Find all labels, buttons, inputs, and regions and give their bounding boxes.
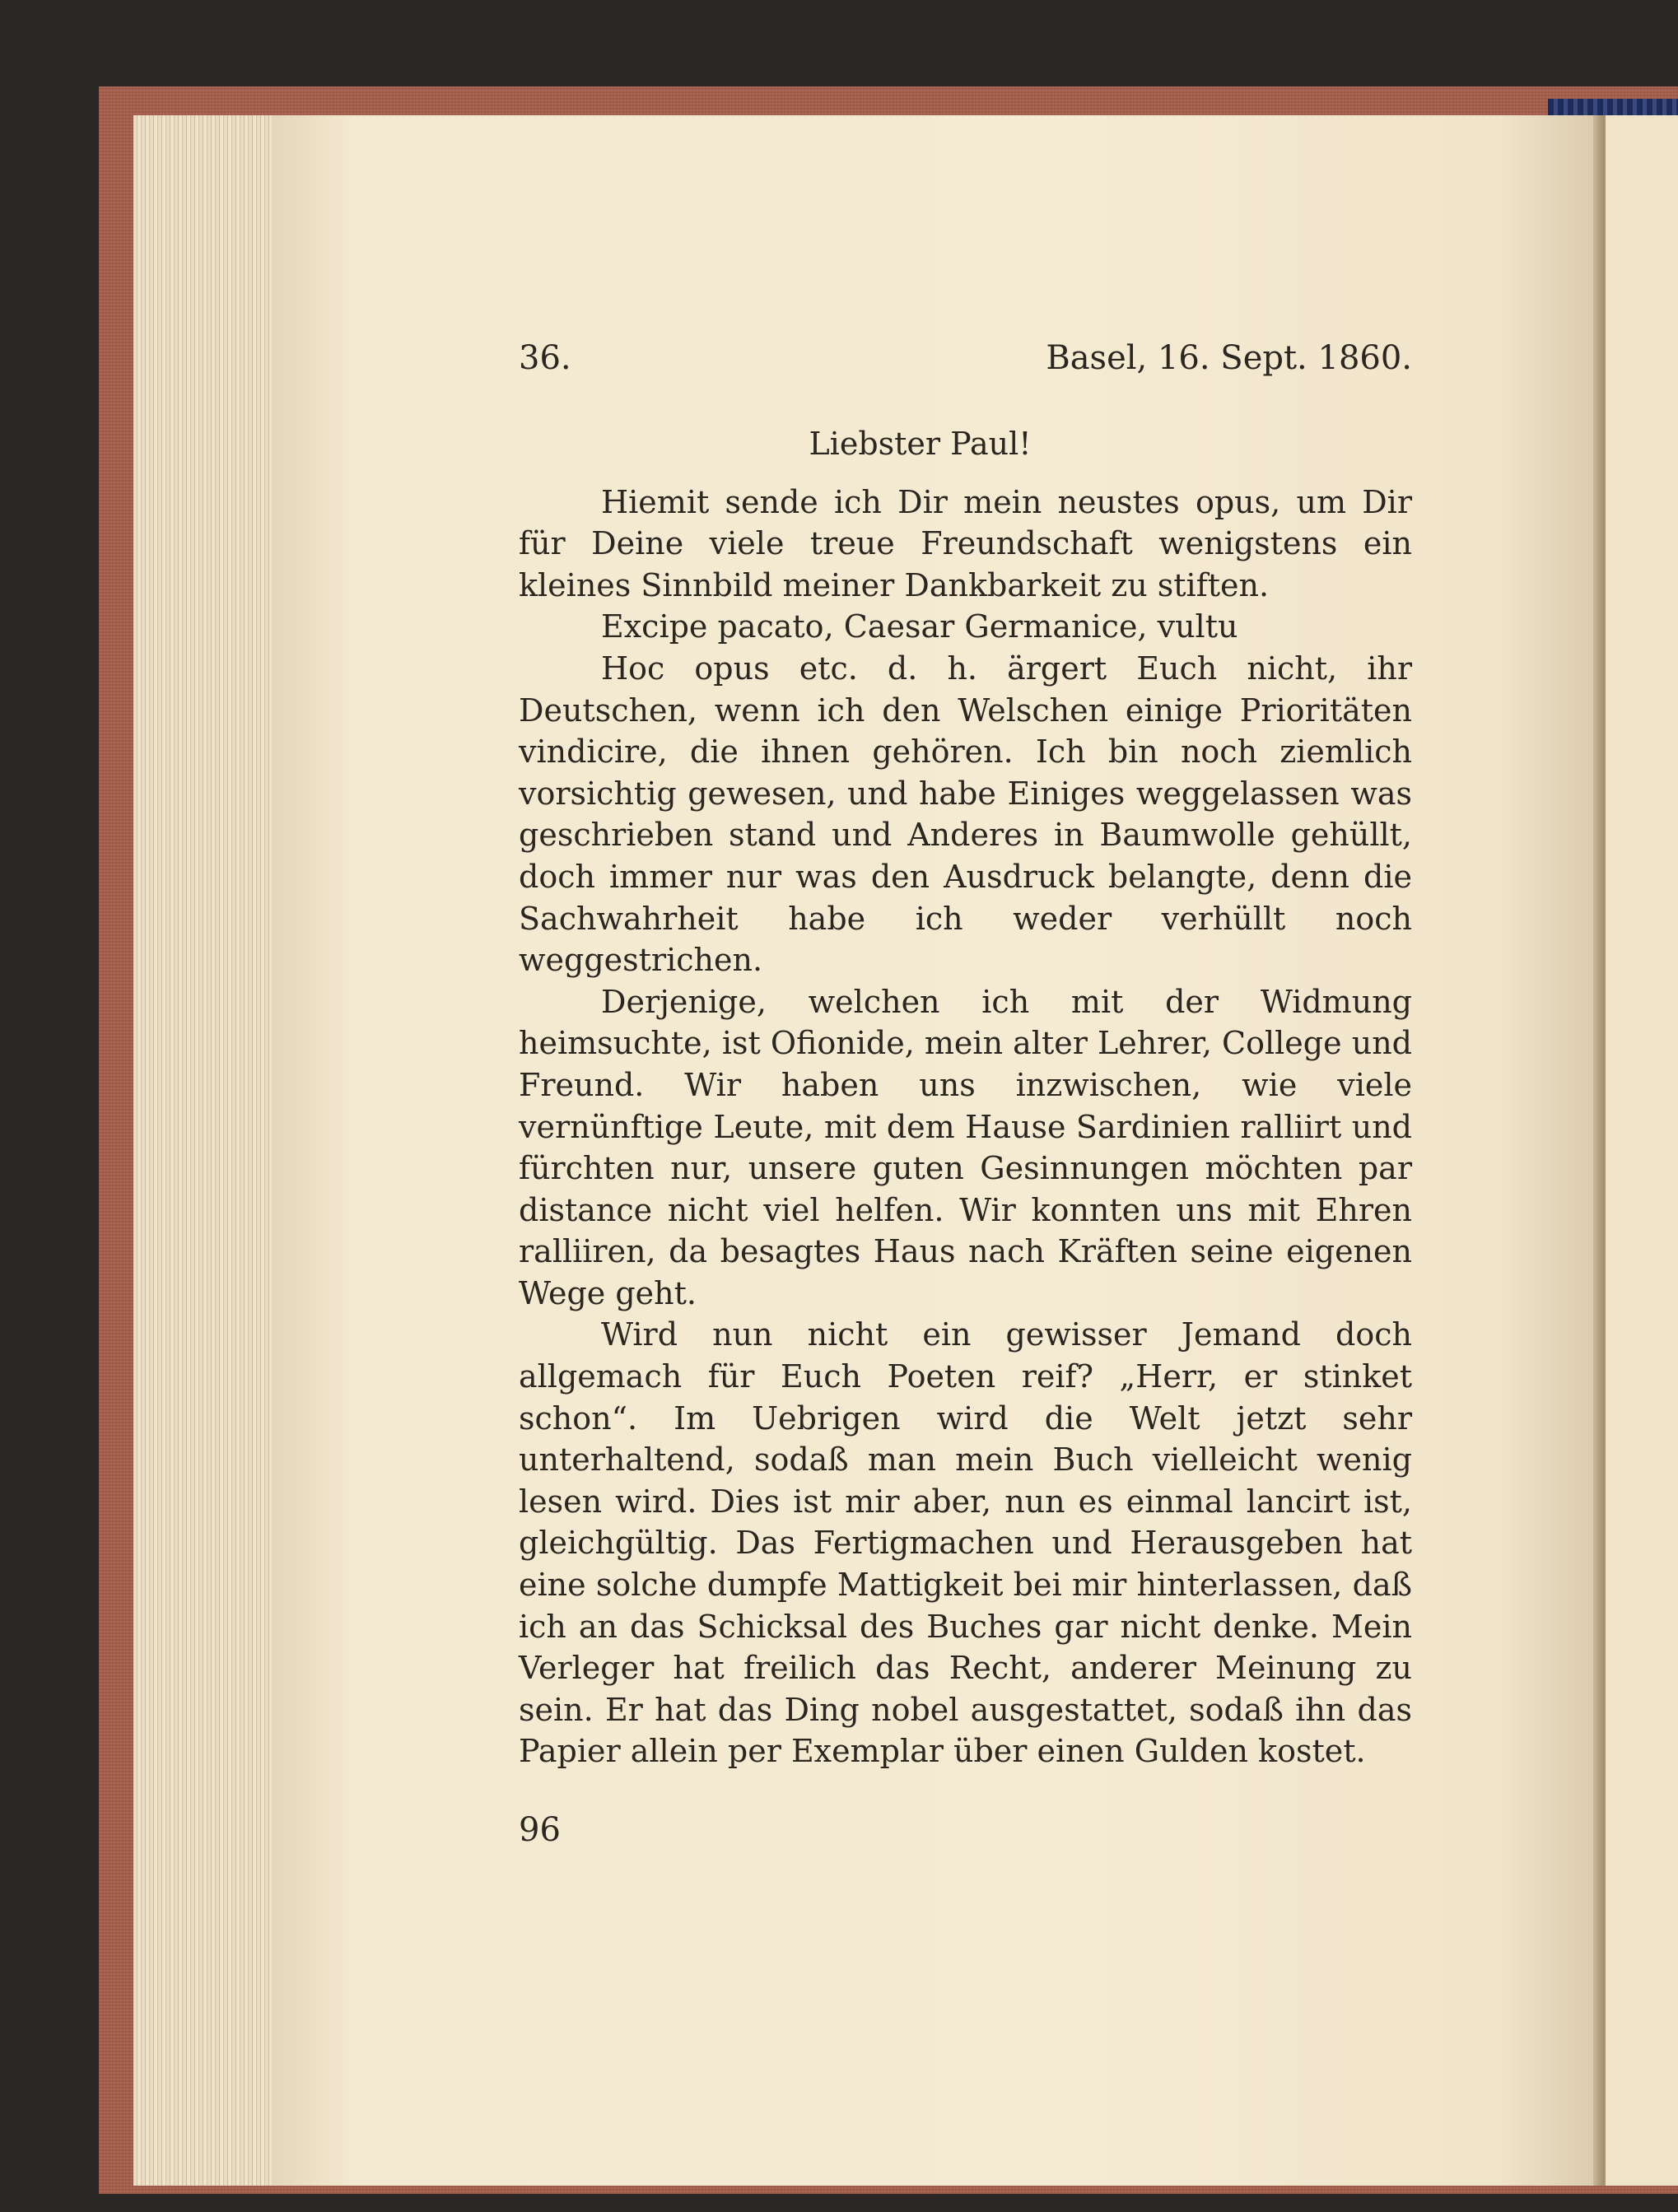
paragraph-5: Wird nun nicht ein gewisser Jemand doch allgemach für Euch Poeten reif? „Herr, er stinket schon“. Im Uebrigen wird die Welt jetzt sehr unterhaltend, sodaß man mein Buch vielleicht wenig lesen wird. Dies ist mir aber, nun es einmal lancirt ist, gleichgültig. Das Fertigmachen und Herausgeben hat eine solche dumpfe Mattigkeit bei mir hinterlassen, daß ich an das Schicksal des Buches gar nicht denke. Mein Verleger hat freilich das Recht, anderer Meinung zu sein. Er hat das Ding nobel ausgestattet, sodaß ihn das Papier allein per Exemplar über einen Gulden kostet. bbox=[519, 1316, 1412, 1770]
salutation: Liebster Paul! bbox=[809, 426, 1032, 462]
facing-page bbox=[1606, 115, 1678, 2186]
page-number: 96 bbox=[519, 1811, 561, 1849]
bookmark-ribbon bbox=[1548, 99, 1678, 117]
place-date: Basel, 16. Sept. 1860. bbox=[1046, 339, 1412, 377]
letter-text bbox=[519, 338, 1412, 1772]
paragraph-3: Hoc opus etc. d. h. ärgert Euch nicht, ihr Deutschen, wenn ich den Welschen einige Prioritäten vindicire, die ihnen gehören. Ich bin noch ziemlich vorsichtig gewesen, und habe Einiges weggelassen was geschrieben stand und Anderes in Baumwolle gehüllt, doch immer nur was den Ausdruck belangte, denn die Sachwahrheit habe ich weder verhüllt noch weggestrichen. bbox=[519, 650, 1412, 979]
letter-number: 36. bbox=[519, 339, 571, 377]
paragraph-4: Derjenige, welchen ich mit der Widmung heimsuchte, ist Ofionide, mein alter Lehrer, College und Freund. Wir haben uns inzwischen, wie viele vernünftige Leute, mit dem Hause Sardinien ralliirt und fürchten nur, unsere guten Gesinnungen möchten par distance nicht viel helfen. Wir konnten uns mit Ehren ralliiren, da besagtes Haus nach Kräften seine eigenen Wege geht. bbox=[519, 983, 1412, 1311]
paragraph-1: Hiemit sende ich Dir mein neustes opus, um Dir für Deine viele treue Freundschaft wenigstens ein kleines Sinnbild meiner Dankbarkeit zu stiften. bbox=[519, 483, 1412, 603]
letter-header bbox=[519, 338, 1412, 387]
paragraph-2: Excipe pacato, Caesar Germanice, vultu bbox=[601, 608, 1238, 645]
page-edges bbox=[133, 115, 282, 2186]
